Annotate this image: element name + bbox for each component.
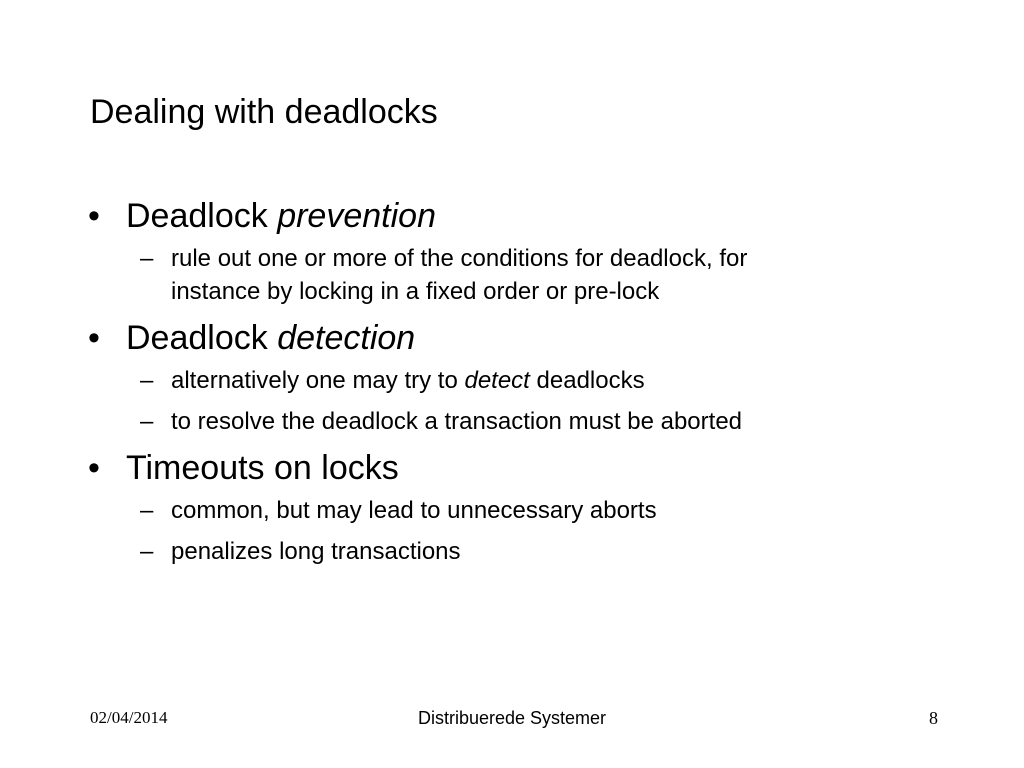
dash-icon: –: [140, 538, 154, 565]
sub-bullet-item: [88, 535, 888, 568]
slide-content: [88, 194, 888, 568]
footer-date: 02/04/2014: [90, 708, 168, 727]
bullet-item-deadlock-detection: [88, 316, 888, 360]
dash-icon: –: [140, 367, 154, 394]
sub-bullet-text-emphasis: detect: [464, 367, 530, 394]
sub-bullet-text: penalizes long transactions: [171, 538, 461, 565]
bullet-icon: •: [88, 319, 100, 357]
sub-bullet-text: common, but may lead to unnecessary aborts: [171, 497, 657, 524]
bullet-text: Timeouts on locks: [126, 449, 399, 487]
bullet-icon: •: [88, 197, 100, 235]
sub-bullet-item: [88, 405, 888, 438]
slide-title: Dealing with deadlocks: [90, 93, 438, 131]
footer-title: Distribuerede Systemer: [417, 708, 607, 728]
sub-bullet-text-line2: instance by locking in a fixed order or pre-lock: [171, 278, 660, 305]
sub-bullet-text-line1: rule out one or more of the conditions for deadlock, for: [171, 245, 748, 272]
sub-bullet-text: to resolve the deadlock a transaction must be aborted: [171, 408, 743, 435]
sub-bullet-item: [88, 494, 888, 527]
bullet-item-timeouts-on-locks: [88, 446, 888, 490]
bullet-text-prefix: Deadlock: [126, 319, 278, 357]
dash-icon: –: [140, 497, 154, 524]
sub-bullet-item: [88, 364, 888, 397]
bullet-icon: •: [88, 449, 100, 487]
sub-bullet-text-before: alternatively one may try to: [171, 367, 465, 394]
sub-bullet-text-after: deadlocks: [529, 367, 645, 394]
bullet-text-emphasis: prevention: [277, 197, 436, 235]
bullet-text-prefix: Deadlock: [126, 197, 278, 235]
footer-page-number: 8: [929, 708, 938, 728]
sub-bullet-item: [88, 242, 888, 308]
bullet-text-emphasis: detection: [277, 319, 416, 357]
bullet-item-deadlock-prevention: [88, 194, 888, 238]
dash-icon: –: [140, 408, 154, 435]
dash-icon: –: [140, 245, 154, 272]
